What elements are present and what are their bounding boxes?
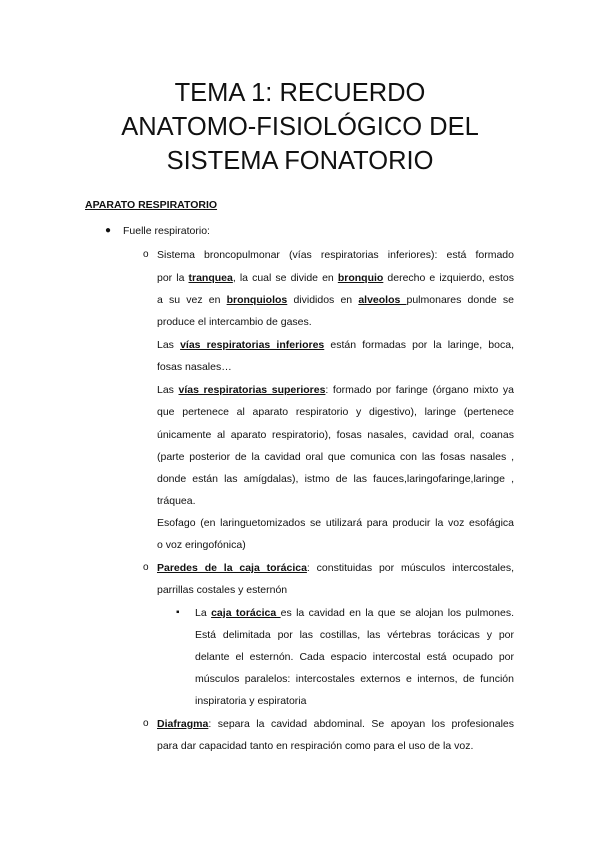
p3-line-6: tráquea. xyxy=(157,495,196,507)
p1-line-1: Sistema broncopulmonar (vías respiratorias inferiores): está formado xyxy=(157,249,514,261)
section-heading: APARATO RESPIRATORIO xyxy=(85,199,218,211)
circle-bullet: o xyxy=(143,718,149,729)
p2-line-1: Las vías respiratorias inferiores están formadas por la laringe, boca, xyxy=(157,339,514,351)
paredes-line-2: parrillas costales y esternón xyxy=(157,584,288,596)
caja-line-1: La caja torácica es la cavidad en la que se alojan los pulmones. xyxy=(195,607,515,619)
paredes-line-1: Paredes de la caja torácica: constituidas por músculos intercostales, xyxy=(157,562,515,574)
p1-line-2: por la tranquea, la cual se divide en bronquio derecho e izquierdo, estos xyxy=(157,272,515,284)
p3-line-3: únicamente al aparato respiratorio), fosas nasales, cavidad oral, coanas xyxy=(157,429,514,441)
p1-line-4: produce el intercambio de gases. xyxy=(157,316,312,328)
p4-line-1: Esofago (en laringuetomizados se utilizará para producir la voz esofágica xyxy=(157,517,514,529)
caja-line-5: inspiratoria y espiratoria xyxy=(195,695,307,707)
p2-line-2: fosas nasales… xyxy=(157,361,232,373)
caja-line-4: músculos paralelos: intercostales externos e internos, de función xyxy=(195,673,514,685)
title-line-3: SISTEMA FONATORIO xyxy=(166,147,434,175)
circle-bullet: o xyxy=(143,562,149,573)
disc-bullet: ● xyxy=(105,225,112,236)
circle-bullet: o xyxy=(143,249,149,260)
caja-line-3: delante el esternón. Cada espacio intercostal está ocupado por xyxy=(195,651,514,663)
caja-line-2: Está delimitada por las costillas, las vértebras torácicas y por xyxy=(195,629,514,641)
square-bullet: ▪ xyxy=(176,607,180,618)
document-title xyxy=(0,76,600,178)
p3-line-4: (parte posterior de la cavidad oral que comunica con las fosas nasales , xyxy=(157,451,514,463)
diafragma-line-2: para dar capacidad tanto en respiración como para el uso de la voz. xyxy=(157,740,474,752)
p3-line-5: donde están las amígdalas), istmo de las fauces,laringofaringe,laringe , xyxy=(157,473,514,485)
p1-line-3: a su vez en bronquiolos divididos en alveolos pulmonares donde se xyxy=(157,294,514,306)
title-line-2: ANATOMO-FISIOLÓGICO DEL xyxy=(121,113,479,141)
fuelle-item: Fuelle respiratorio: xyxy=(123,225,210,237)
p4-line-2: o voz eringofónica) xyxy=(157,539,246,551)
p3-line-2: que pertenece al aparato respiratorio y digestivo), laringe (pertenece xyxy=(157,406,514,418)
diafragma-line-1: Diafragma: separa la cavidad abdominal. Se apoyan los profesionales xyxy=(157,718,514,730)
title-line-1: TEMA 1: RECUERDO xyxy=(174,79,426,107)
p3-line-1: Las vías respiratorias superiores: formado por faringe (órgano mixto ya xyxy=(157,384,514,396)
